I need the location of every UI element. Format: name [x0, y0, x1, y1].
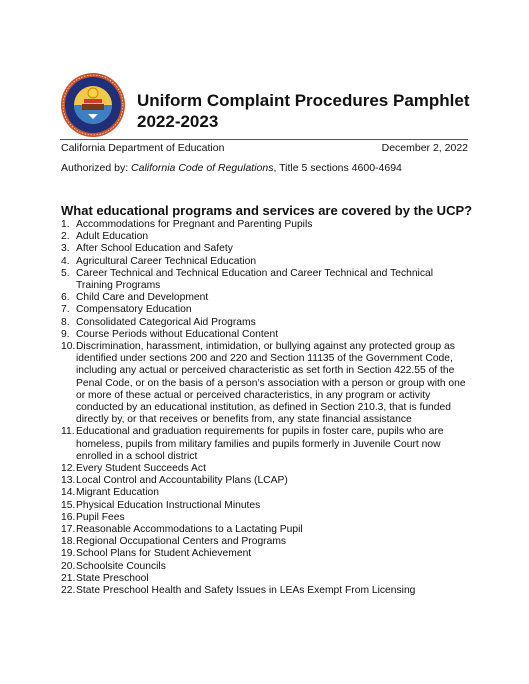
list-item [61, 524, 471, 536]
list-item-number: 11. [61, 426, 75, 438]
list-item-number: 14. [61, 487, 76, 499]
list-item [61, 341, 471, 426]
list-item-number: 19. [61, 548, 76, 560]
list-item [61, 548, 471, 560]
list-item [61, 292, 471, 304]
list-item-text: Every Student Succeeds Act [76, 463, 206, 475]
list-item-number: 12. [61, 463, 76, 475]
list-item-number: 22. [61, 585, 76, 597]
section-heading: What educational programs and services are covered by the UCP? [61, 203, 473, 218]
list-item-number: 4. [61, 255, 70, 267]
list-item [61, 573, 471, 585]
list-item [61, 243, 471, 255]
list-item-text: Regional Occupational Centers and Programs [76, 536, 287, 548]
list-item [61, 268, 471, 292]
list-item [61, 219, 471, 231]
list-item-number: 7. [61, 304, 70, 316]
list-item-text: Child Care and Development [76, 292, 209, 304]
list-item-number: 3. [61, 243, 70, 255]
list-item-text: State Preschool Health and Safety Issues in LEAs Exempt From Licensing [76, 585, 416, 597]
authorization-line [61, 162, 402, 175]
program-list [61, 219, 471, 597]
list-item-text: Accommodations for Pregnant and Parenting Pupils [76, 219, 313, 230]
list-item-text: Adult Education [76, 231, 149, 243]
authorized-suffix: , Title 5 sections 4600-4694 [273, 162, 402, 174]
list-item-text: Pupil Fees [76, 511, 125, 523]
publication-date: December 2, 2022 [381, 142, 468, 154]
list-item [61, 317, 471, 329]
meta-row [61, 142, 468, 155]
list-item [61, 329, 471, 341]
list-item-text: Compensatory Education [76, 304, 192, 316]
document-title [137, 90, 470, 132]
list-item-text: School Plans for Student Achievement [76, 548, 252, 560]
department-seal-logo [60, 72, 126, 138]
list-item [61, 536, 471, 548]
list-item-number: 18. [61, 536, 76, 548]
list-item-number: 6. [61, 292, 70, 304]
list-item-text: Migrant Education [76, 487, 159, 499]
list-item-number: 16. [61, 511, 76, 523]
list-item [61, 231, 471, 243]
list-item [61, 426, 471, 463]
list-item [61, 561, 471, 573]
list-item-number: 2. [61, 231, 70, 243]
header-divider [60, 139, 468, 140]
list-item [61, 512, 471, 524]
list-item-number: 13. [61, 475, 76, 487]
list-item-number: 1. [61, 219, 70, 230]
list-item-text: Physical Education Instructional Minutes [76, 499, 261, 511]
list-item-number: 10. [61, 341, 76, 353]
list-item-text: Educational and graduation requirements for pupils in foster care, pupils who are homeless, pupils from military families and pupils formerly in Juvenile Court now enrolled in a school district [76, 426, 444, 462]
title-line-2: 2022-2023 [137, 112, 219, 131]
list-item-text: Consolidated Categorical Aid Programs [76, 316, 256, 328]
list-item-number: 8. [61, 316, 70, 328]
list-item-text: Agricultural Career Technical Education [76, 255, 257, 267]
list-item [61, 585, 471, 597]
list-item-text: State Preschool [76, 572, 149, 584]
list-item-text: Schoolsite Councils [76, 560, 166, 572]
list-item-number: 20. [61, 560, 76, 572]
authorized-code: California Code of Regulations [131, 162, 274, 174]
list-item-text: Reasonable Accommodations to a Lactating Pupil [76, 524, 303, 536]
list-item [61, 256, 471, 268]
list-item-text: Discrimination, harassment, intimidation, or bullying against any protected group as identified under sections 200 and 220 and Section 11135 of the Government Code, including any actual or perceived characteristic as set forth in Section 422.55 of the Penal Code, or on the basis of a person’s association with a person or group with one or more of these actual or perceived characteristics, in any program or activity conducted by an educational institution, as defined in Section 210.3, that is funded directly by, or that receives or benefits from, any state financial assistance [76, 341, 466, 426]
list-item-number: 9. [61, 328, 70, 340]
list-item-text: After School Education and Safety [76, 243, 233, 255]
list-item [61, 463, 471, 475]
list-item-number: 21. [61, 572, 76, 584]
list-item-number: 17. [61, 524, 76, 536]
list-item-text: Career Technical and Technical Education and Career Technical and Technical Training Programs [76, 267, 433, 292]
list-item [61, 500, 471, 512]
list-item-number: 5. [61, 267, 70, 279]
list-item-text: Course Periods without Educational Content [76, 328, 279, 340]
department-name: California Department of Education [61, 142, 225, 154]
list-item [61, 487, 471, 499]
title-line-1: Uniform Complaint Procedures Pamphlet [137, 91, 470, 110]
list-item [61, 475, 471, 487]
list-item-text: Local Control and Accountability Plans (LCAP) [76, 475, 288, 487]
list-item [61, 304, 471, 316]
list-item-number: 15. [61, 499, 76, 511]
authorized-prefix: Authorized by: [61, 162, 132, 174]
